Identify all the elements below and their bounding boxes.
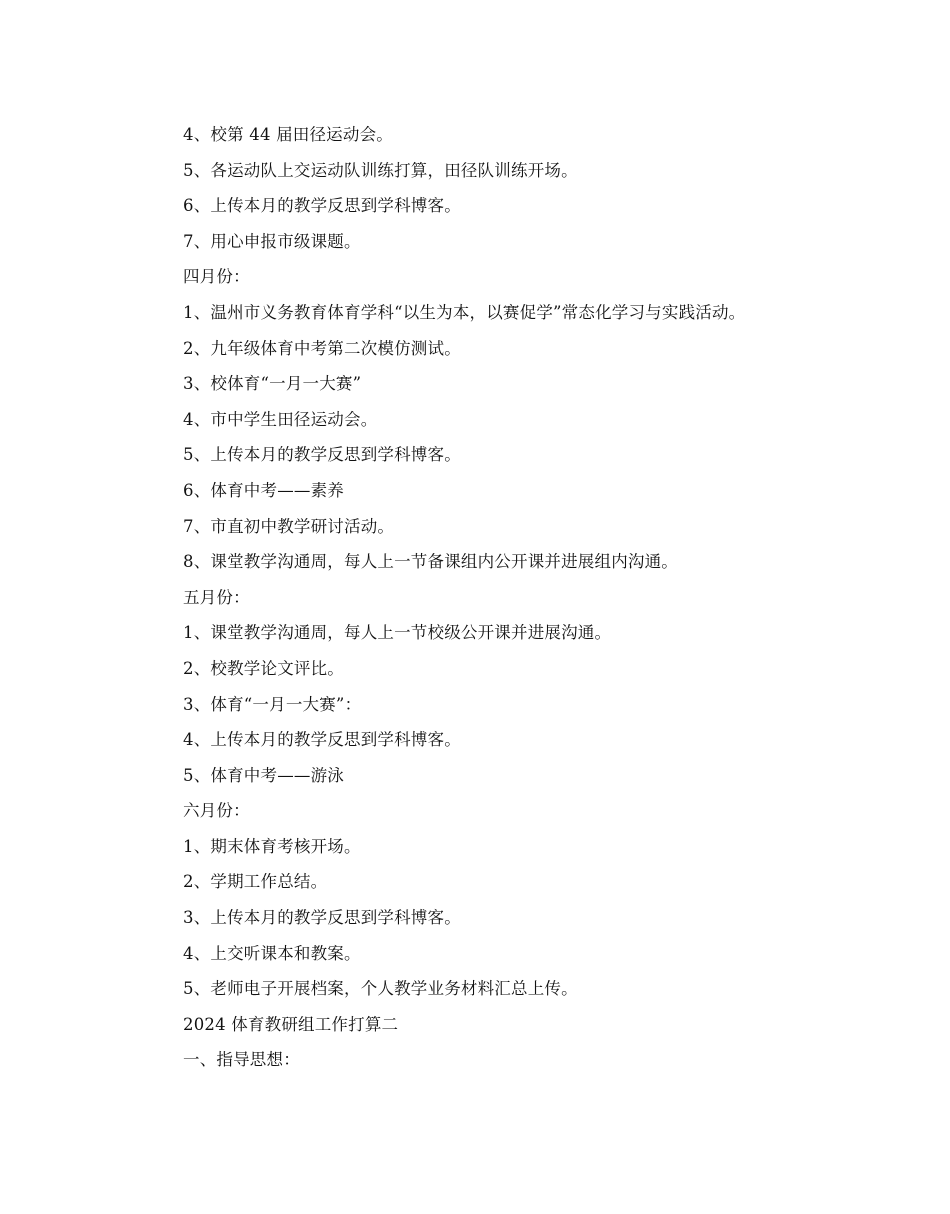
text-line: 3、上传本月的教学反思到学科博客。 [183, 908, 461, 928]
text-line: 5、老师电子开展档案，个人教学业务材料汇总上传。 [183, 979, 578, 999]
text-line: 2、九年级体育中考第二次模仿测试。 [183, 338, 461, 358]
text-line: 5、体育中考——游泳 [183, 765, 344, 785]
text-line: 4、上传本月的教学反思到学科博客。 [183, 730, 461, 750]
text-line: 6、上传本月的教学反思到学科博客。 [183, 196, 461, 216]
document-body [183, 122, 883, 1083]
text-line: 2、学期工作总结。 [183, 872, 328, 892]
text-line: 3、校体育“一月一大赛” [183, 374, 362, 394]
text-line: 4、上交听课本和教案。 [183, 943, 361, 963]
text-line: 7、市直初中教学研讨活动。 [183, 516, 395, 536]
text-line: 1、课堂教学沟通周，每人上一节校级公开课并进展沟通。 [183, 623, 612, 643]
text-line: 7、用心申报市级课题。 [183, 231, 361, 251]
document-subtitle: 2024 体育教研组工作打算二 [183, 1014, 399, 1034]
text-line: 5、上传本月的教学反思到学科博客。 [183, 445, 461, 465]
section-heading-april: 四月份： [183, 267, 250, 287]
section-heading-may: 五月份： [183, 587, 250, 607]
text-line: 5、各运动队上交运动队训练打算，田径队训练开场。 [183, 160, 578, 180]
section-heading-guiding-ideology: 一、指导思想： [183, 1050, 300, 1070]
text-line: 3、体育“一月一大赛”： [183, 694, 362, 714]
text-line: 6、体育中考——素养 [183, 480, 344, 500]
text-line: 8、课堂教学沟通周，每人上一节备课组内公开课并进展组内沟通。 [183, 552, 678, 572]
section-heading-june: 六月份： [183, 801, 250, 821]
text-line: 2、校教学论文评比。 [183, 658, 344, 678]
text-line: 1、温州市义务教育体育学科“以生为本，以赛促学”常态化学习与实践活动。 [183, 302, 746, 322]
text-line: 4、市中学生田径运动会。 [183, 409, 378, 429]
text-line: 1、期末体育考核开场。 [183, 836, 361, 856]
text-line: 4、校第 44 届田径运动会。 [183, 125, 393, 144]
